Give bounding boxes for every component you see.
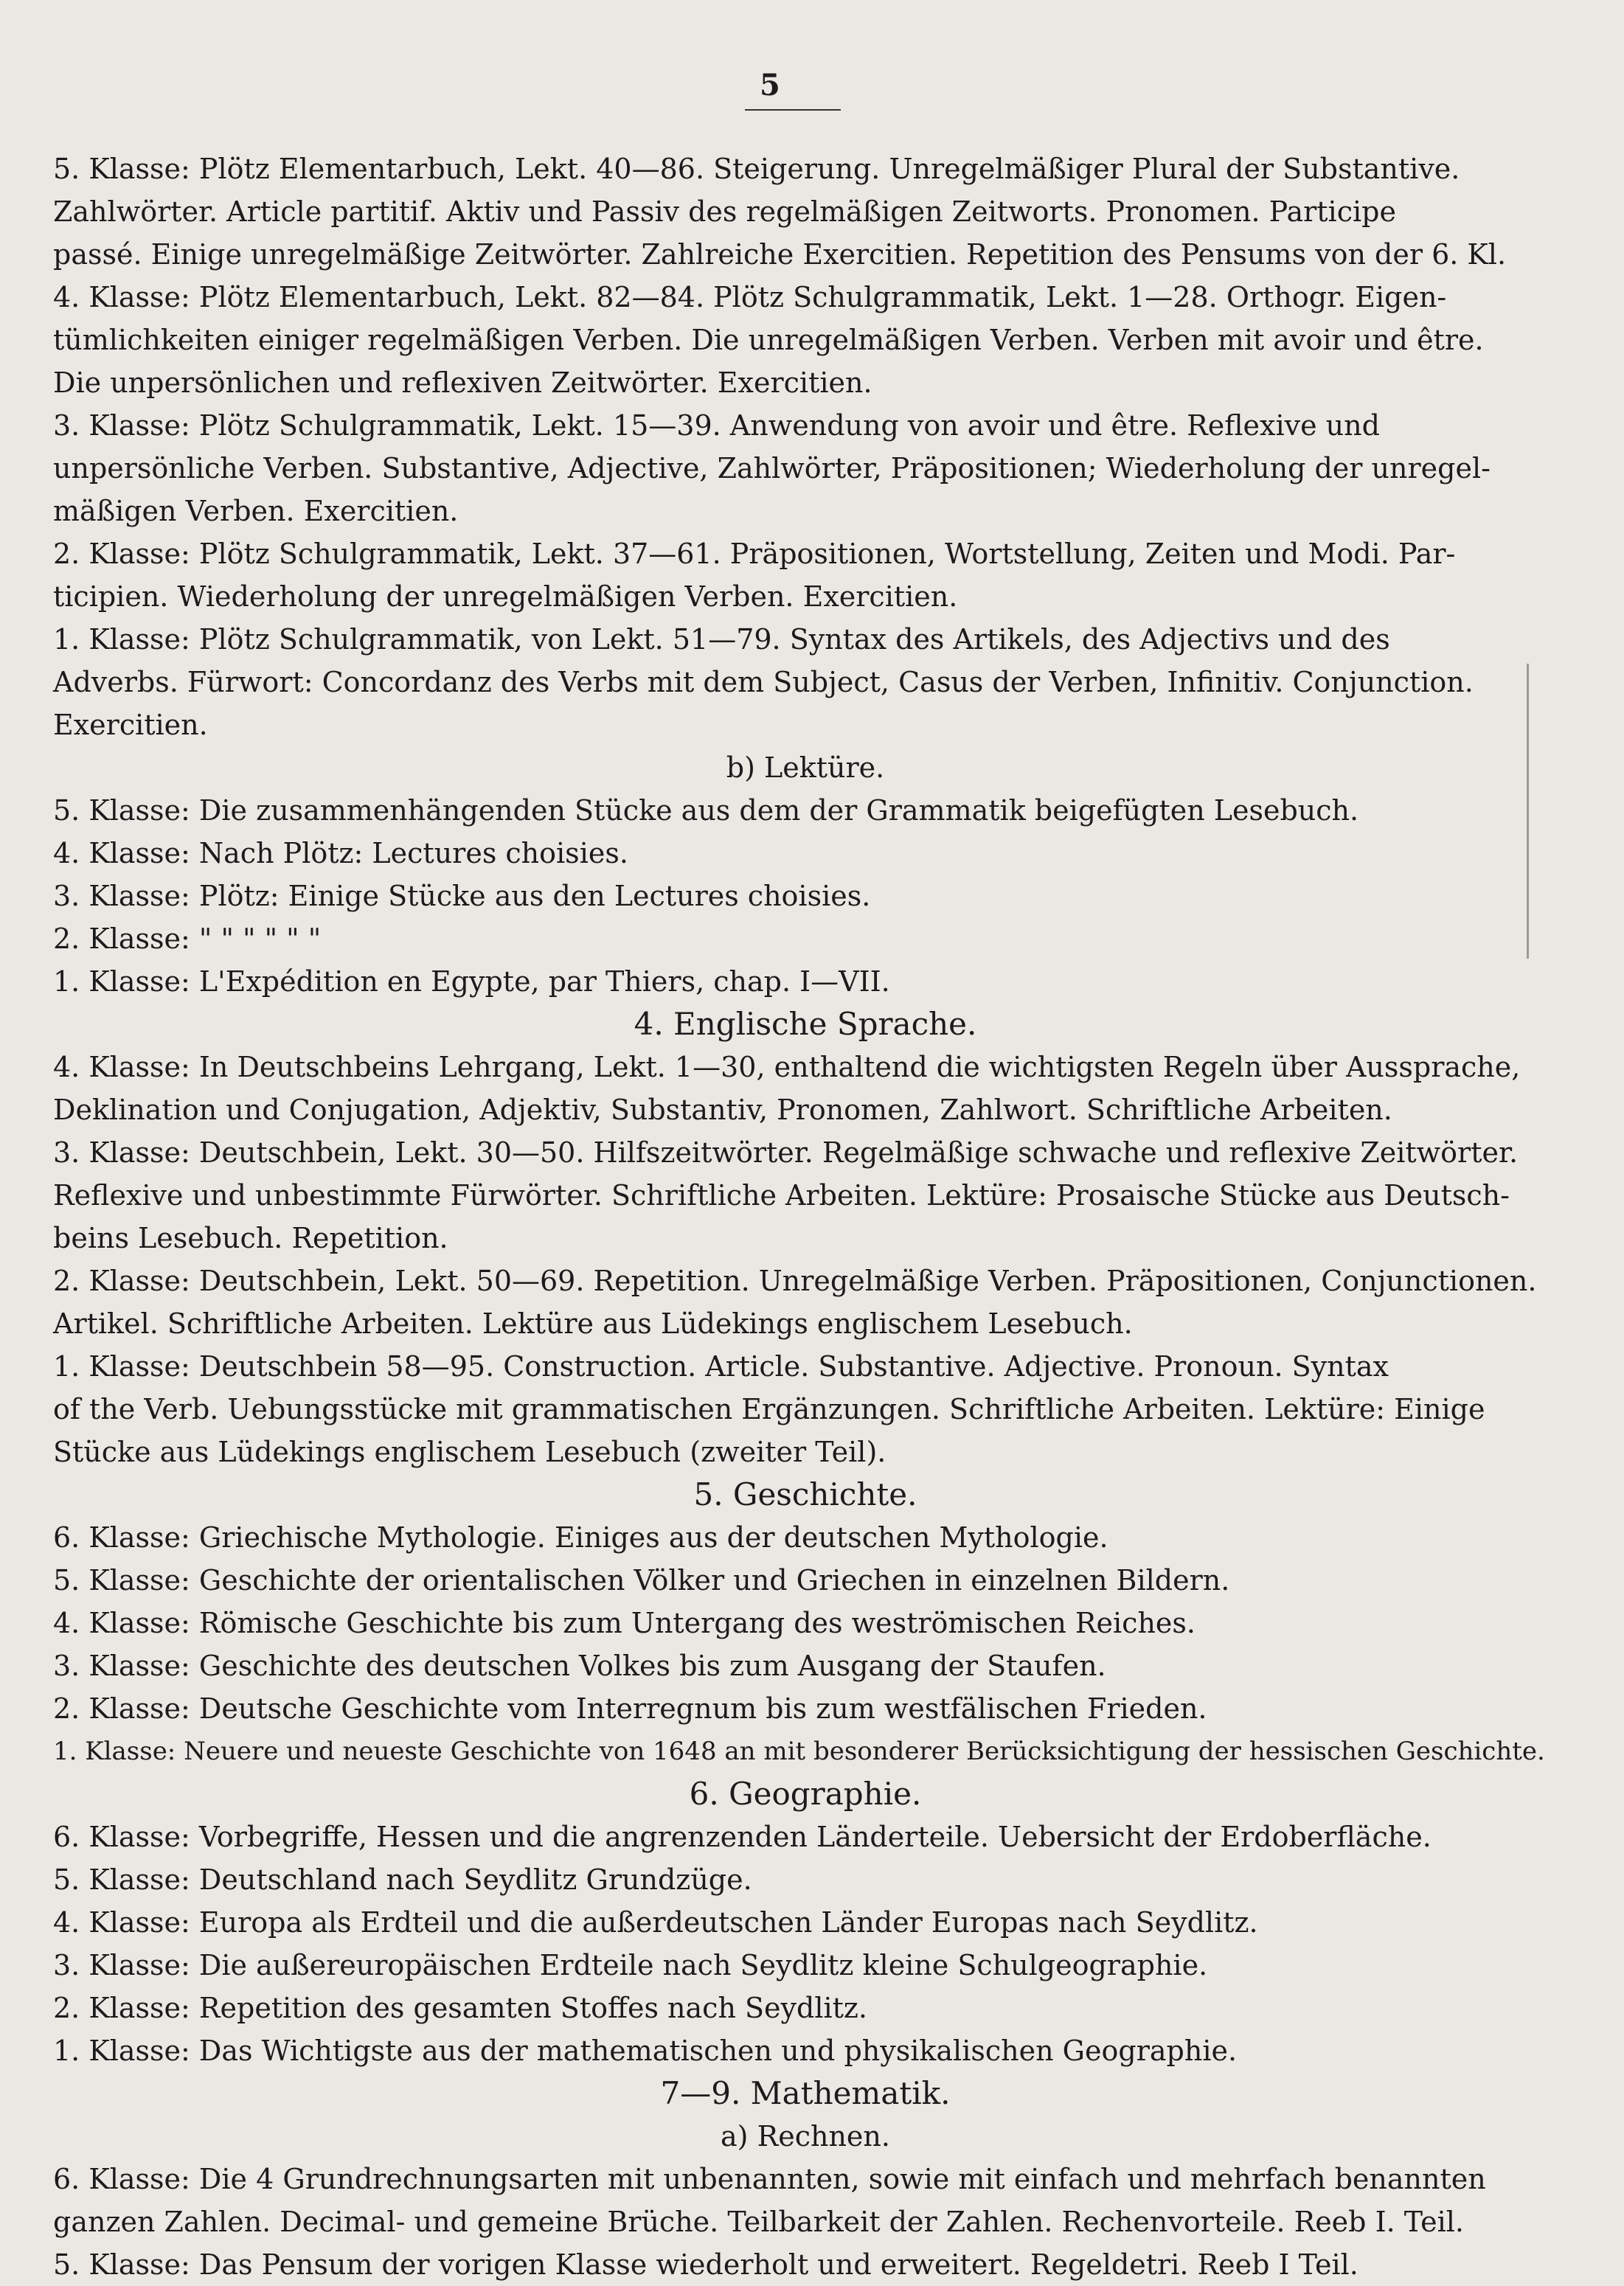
text-line: 3. Klasse: Die außereuropäischen Erdteile nach Seydlitz kleine Schulgeographie. — [53, 1949, 1208, 1981]
text-line: 2. Klasse: " " " " " " — [53, 923, 322, 955]
text-line: 4. Klasse: Römische Geschichte bis zum Untergang des weströmischen Reiches. — [53, 1607, 1196, 1639]
text-line: Die unpersönlichen und reflexiven Zeitwörter. Exercitien. — [53, 366, 872, 399]
text-line: mäßigen Verben. Exercitien. — [53, 495, 459, 527]
section-heading: 6. Geographie. — [689, 1776, 922, 1812]
page-number: 5 — [760, 68, 780, 103]
text-line: 3. Klasse: Geschichte des deutschen Volkes bis zum Ausgang der Staufen. — [53, 1650, 1106, 1682]
text-line: ganzen Zahlen. Decimal- und gemeine Brüche. Teilbarkeit der Zahlen. Rechenvorteile. Reeb I. Teil. — [53, 2206, 1465, 2238]
text-line: 3. Klasse: Deutschbein, Lekt. 30—50. Hilfszeitwörter. Regelmäßige schwache und reflexive Zeitwörter. — [53, 1136, 1519, 1169]
text-line: 4. Klasse: Plötz Elementarbuch, Lekt. 82—84. Plötz Schulgrammatik, Lekt. 1—28. Orthogr. Eigen- — [53, 281, 1447, 313]
text-line: 4. Klasse: In Deutschbeins Lehrgang, Lekt. 1—30, enthaltend die wichtigsten Regeln über Aussprache, — [53, 1051, 1521, 1083]
text-line: 6. Klasse: Vorbegriffe, Hessen und die angrenzenden Länderteile. Uebersicht der Erdoberfläche. — [53, 1821, 1432, 1853]
text-line: 4. Klasse: Europa als Erdteil und die außerdeutschen Länder Europas nach Seydlitz. — [53, 1906, 1258, 1939]
subsection-heading: a) Rechnen. — [721, 2120, 890, 2153]
text-line: unpersönliche Verben. Substantive, Adjective, Zahlwörter, Präpositionen; Wiederholung der unregel- — [53, 452, 1491, 484]
text-line: Reflexive und unbestimmte Fürwörter. Schriftliche Arbeiten. Lektüre: Prosaische Stücke aus Deutsch- — [53, 1179, 1510, 1212]
text-line: 2. Klasse: Deutsche Geschichte vom Interregnum bis zum westfälischen Frieden. — [53, 1692, 1207, 1725]
text-line: 3. Klasse: Plötz: Einige Stücke aus den Lectures choisies. — [53, 880, 871, 912]
text-line: beins Lesebuch. Repetition. — [53, 1222, 448, 1254]
text-line: 5. Klasse: Deutschland nach Seydlitz Grundzüge. — [53, 1863, 752, 1896]
text-line: 5. Klasse: Die zusammenhängenden Stücke aus dem der Grammatik beigefügten Lesebuch. — [53, 794, 1359, 827]
text-line: 5. Klasse: Geschichte der orientalischen Völker und Griechen in einzelnen Bildern. — [53, 1564, 1230, 1597]
text-line: Deklination und Conjugation, Adjektiv, Substantiv, Pronomen, Zahlwort. Schriftliche Arbeiten. — [53, 1094, 1392, 1126]
text-line: Exercitien. — [53, 709, 208, 741]
text-line: 6. Klasse: Die 4 Grundrechnungsarten mit unbenannten, sowie mit einfach und mehrfach benannten — [53, 2163, 1486, 2195]
text-line: Zahlwörter. Article partitif. Aktiv und Passiv des regelmäßigen Zeitworts. Pronomen. Participe — [53, 195, 1396, 228]
text-line: 5. Klasse: Das Pensum der vorigen Klasse wiederholt und erweitert. Regeldetri. Reeb I Teil. — [53, 2248, 1358, 2281]
text-line: 5. Klasse: Plötz Elementarbuch, Lekt. 40—86. Steigerung. Unregelmäßiger Plural der Substantive. — [53, 153, 1460, 185]
text-line: Artikel. Schriftliche Arbeiten. Lektüre aus Lüdekings englischem Lesebuch. — [53, 1307, 1133, 1340]
header-rule — [745, 109, 841, 111]
text-line: 1. Klasse: L'Expédition en Egypte, par Thiers, chap. I—VII. — [53, 965, 890, 998]
text-line: 2. Klasse: Deutschbein, Lekt. 50—69. Repetition. Unregelmäßige Verben. Präpositionen, Conjunctionen. — [53, 1265, 1537, 1297]
text-line: Stücke aus Lüdekings englischem Lesebuch (zweiter Teil). — [53, 1436, 886, 1468]
text-line: 1. Klasse: Deutschbein 58—95. Construction. Article. Substantive. Adjective. Pronoun. Syntax — [53, 1350, 1389, 1383]
text-line: passé. Einige unregelmäßige Zeitwörter. Zahlreiche Exercitien. Repetition des Pensums von der 6. Kl. — [53, 238, 1507, 271]
text-line: 3. Klasse: Plötz Schulgrammatik, Lekt. 15—39. Anwendung von avoir und être. Reflexive und — [53, 409, 1380, 442]
text-line: of the Verb. Uebungsstücke mit grammatischen Ergänzungen. Schriftliche Arbeiten. Lektüre: Einige — [53, 1393, 1485, 1425]
section-heading: 5. Geschichte. — [693, 1476, 917, 1512]
text-line: 4. Klasse: Nach Plötz: Lectures choisies. — [53, 837, 628, 869]
text-body — [53, 147, 1558, 2286]
text-line: 6. Klasse: Griechische Mythologie. Einiges aus der deutschen Mythologie. — [53, 1521, 1108, 1554]
text-line: 2. Klasse: Repetition des gesamten Stoffes nach Seydlitz. — [53, 1992, 868, 2024]
text-line: 1. Klasse: Neuere und neueste Geschichte von 1648 an mit besonderer Berücksichtigung der hessischen Geschichte. — [53, 1737, 1545, 1766]
text-line: ticipien. Wiederholung der unregelmäßigen Verben. Exercitien. — [53, 580, 958, 613]
text-line: 2. Klasse: Plötz Schulgrammatik, Lekt. 37—61. Präpositionen, Wortstellung, Zeiten und Modi. Par- — [53, 538, 1456, 570]
text-line: Adverbs. Fürwort: Concordanz des Verbs mit dem Subject, Casus der Verben, Infinitiv. Conjunction. — [53, 666, 1474, 698]
section-heading: 4. Englische Sprache. — [634, 1006, 977, 1042]
subsection-heading: b) Lektüre. — [726, 751, 885, 784]
section-heading: 7—9. Mathematik. — [660, 2075, 951, 2111]
text-line: 1. Klasse: Das Wichtigste aus der mathematischen und physikalischen Geographie. — [53, 2035, 1238, 2067]
text-line: 1. Klasse: Plötz Schulgrammatik, von Lekt. 51—79. Syntax des Artikels, des Adjectivs und des — [53, 623, 1390, 656]
text-line: tümlichkeiten einiger regelmäßigen Verben. Die unregelmäßigen Verben. Verben mit avoir und être. — [53, 324, 1484, 356]
